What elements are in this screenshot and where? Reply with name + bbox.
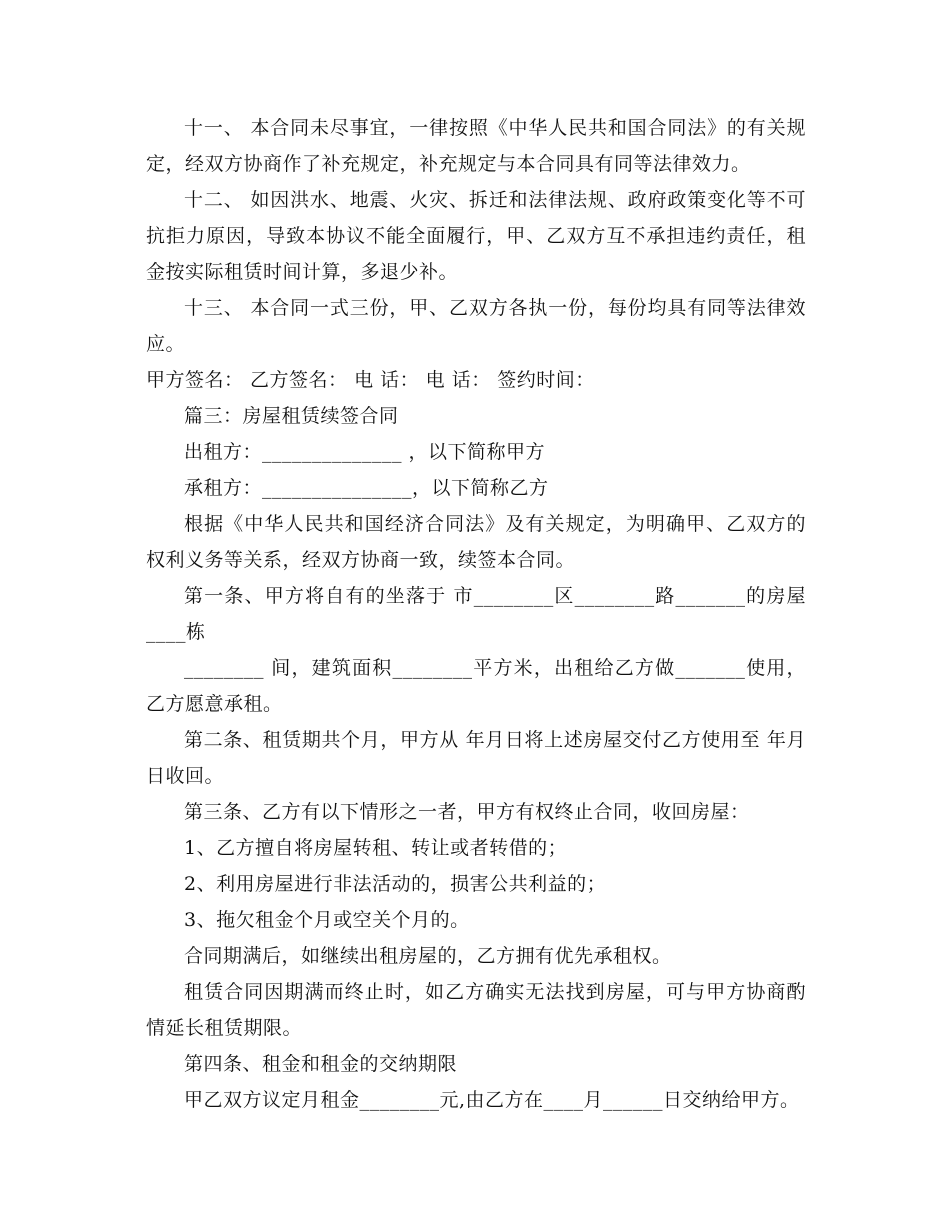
article-3: 第三条、乙方有以下情形之一者，甲方有权终止合同，收回房屋： (184, 801, 750, 823)
clause-11: 十一、 本合同未尽事宜，一律按照《中华人民共和国合同法》的有关规定，经双方协商作了补充规定，补充规定与本合同具有同等法律效力。 (146, 117, 806, 175)
signature-line: 甲方签名： 乙方签名： 电 话： 电 话： 签约时间： (146, 369, 595, 391)
article-4: 第四条、租金和租金的交纳期限 (184, 1053, 458, 1075)
article-3-item-2: 2、利用房屋进行非法活动的，损害公共利益的； (184, 873, 607, 895)
article-3-item-1: 1、乙方擅自将房屋转租、转让或者转借的； (184, 837, 568, 859)
preamble: 根据《中华人民共和国经济合同法》及有关规定，为明确甲、乙双方的权利义务等关系，经双方协商一致，续签本合同。 (146, 513, 806, 571)
rent-payment: 甲乙双方议定月租金________元,由乙方在____月______日交纳给甲方。 (184, 1089, 800, 1111)
clause-12: 十二、 如因洪水、地震、火灾、拆迁和法律法规、政府政策变化等不可抗拒力原因，导致本协议不能全面履行，甲、乙双方互不承担违约责任，租金按实际租赁时间计算，多退少补。 (146, 189, 806, 283)
lessor-line: 出租方：______________ ，以下简称甲方 (184, 441, 546, 463)
article-1-continued: ________ 间，建筑面积________平方米，出租给乙方做_______使用，乙方愿意承租。 (146, 657, 806, 715)
document-body (146, 110, 806, 1118)
article-2: 第二条、租赁期共个月，甲方从 年月日将上述房屋交付乙方使用至 年月 日收回。 (146, 729, 806, 787)
article-3-item-3: 3、拖欠租金个月或空关个月的。 (184, 909, 470, 931)
clause-13: 十三、 本合同一式三份，甲、乙双方各执一份，每份均具有同等法律效应。 (146, 297, 806, 355)
renewal-priority: 合同期满后，如继续出租房屋的，乙方拥有优先承租权。 (184, 945, 672, 967)
extension-clause: 租赁合同因期满而终止时，如乙方确实无法找到房屋，可与甲方协商酌情延长租赁期限。 (146, 981, 806, 1039)
lessee-line: 承租方：_______________，以下简称乙方 (184, 477, 549, 499)
article-1: 第一条、甲方将自有的坐落于 市________区________路_______的房屋____栋 (146, 585, 806, 643)
section-title: 篇三：房屋租赁续签合同 (184, 405, 399, 427)
